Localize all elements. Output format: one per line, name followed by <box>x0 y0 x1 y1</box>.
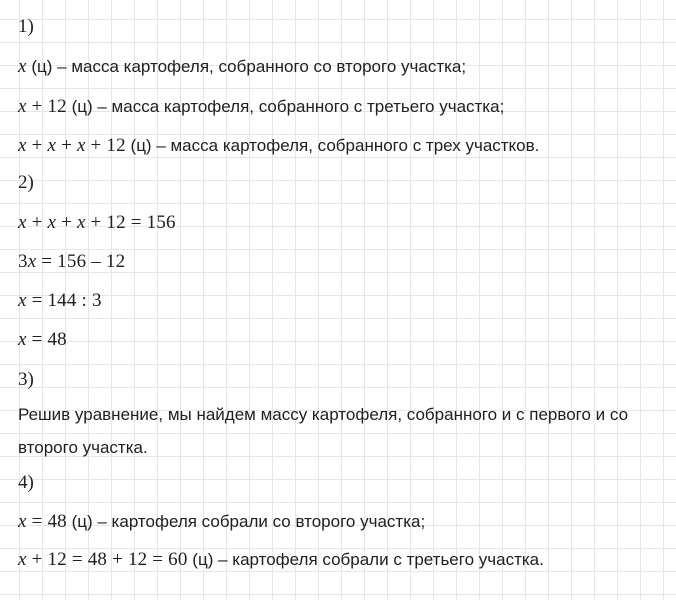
variable-x: x <box>18 329 27 350</box>
math-expression: x + 12 = 48 + 12 = 60 <box>18 549 188 570</box>
variable-x: x <box>18 135 27 156</box>
variable-x: x <box>27 251 37 272</box>
explanation-line: второго участка. <box>18 438 148 457</box>
step-4-number: 4) <box>18 472 34 493</box>
math-expression: x + 12 <box>18 96 67 117</box>
variable-x: x <box>18 96 27 117</box>
math-expression: x = 48 <box>18 511 67 532</box>
variable-x: x <box>76 212 86 233</box>
equation-line: 3x = 156 – 12 <box>18 251 126 272</box>
line-total <box>18 135 539 157</box>
variable-x: x <box>47 135 57 156</box>
answer-line-second <box>18 511 425 533</box>
variable-x: x <box>18 549 27 570</box>
math-expression: x + x + x + 12 <box>18 135 126 156</box>
variable-x: x <box>47 212 57 233</box>
math-expression <box>18 56 27 77</box>
step-1-number: 1) <box>18 16 34 37</box>
line-text: (ц) – масса картофеля, собранного со второго участка; <box>26 57 467 76</box>
step-2-number: 2) <box>18 172 34 193</box>
line-text: (ц) – масса картофеля, собранного с трех участков. <box>125 136 540 155</box>
line-text: (ц) – картофеля собрали с третьего участка. <box>187 550 544 569</box>
line-text: (ц) – масса картофеля, собранного с третьего участка; <box>66 97 505 116</box>
line-x-definition <box>18 56 466 78</box>
line-text: (ц) – картофеля собрали со второго участка; <box>66 512 426 531</box>
equation-line: x = 48 <box>18 329 67 350</box>
line-third-plot <box>18 96 504 118</box>
variable-x: x <box>18 511 27 532</box>
variable-x: x <box>76 135 86 156</box>
equation-line: x + x + x + 12 = 156 <box>18 212 176 233</box>
variable-x: x <box>18 212 27 233</box>
variable-x: x <box>18 56 27 77</box>
step-3-number: 3) <box>18 369 34 390</box>
equation-line: x = 144 : 3 <box>18 290 102 311</box>
answer-line-third <box>18 549 544 571</box>
explanation-line: Решив уравнение, мы найдем массу картофеля, собранного и с первого и со <box>18 405 629 424</box>
variable-x: x <box>18 290 27 311</box>
